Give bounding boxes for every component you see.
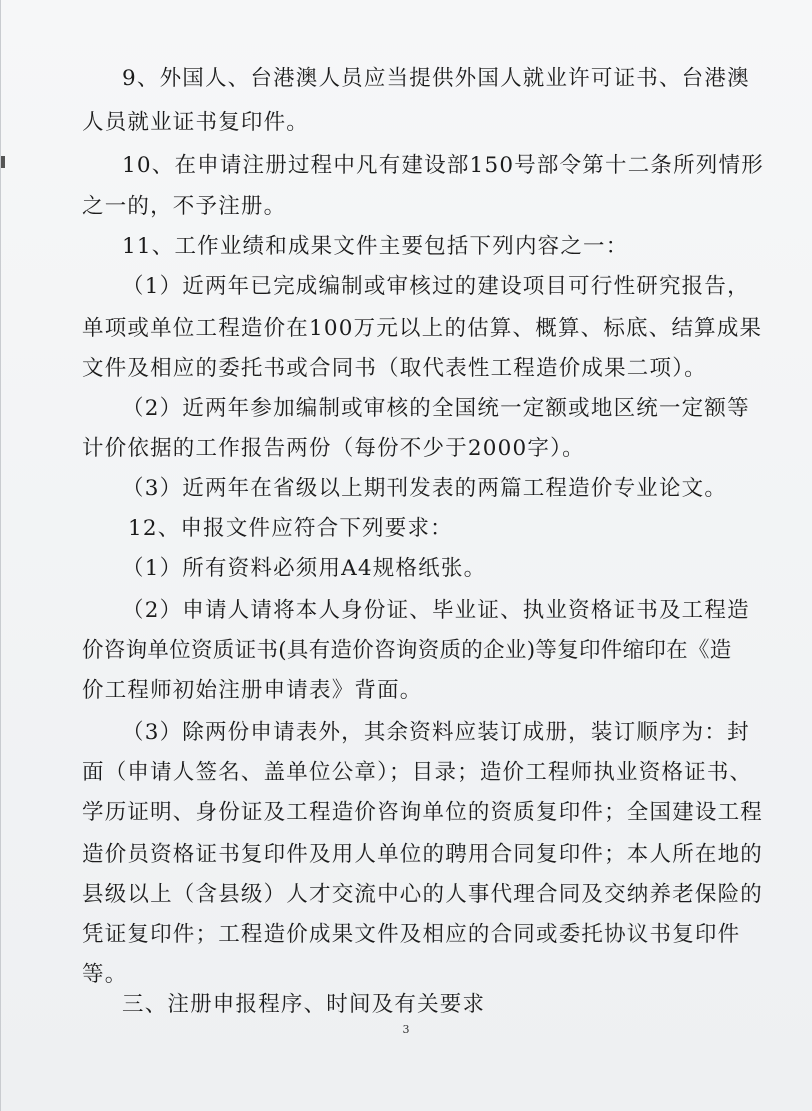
text-line: 9、外国人、台港澳人员应当提供外国人就业许可证书、台港澳 — [122, 66, 750, 91]
text-line: 12、申报文件应符合下列要求： — [128, 516, 453, 541]
text-line: 11、工作业绩和成果文件主要包括下列内容之一： — [122, 234, 629, 259]
text-line: 10、在申请注册过程中凡有建设部150号部令第十二条所列情形 — [122, 153, 764, 178]
text-line: 人员就业证书复印件。 — [82, 110, 310, 135]
text-line: （2）申请人请将本人身份证、毕业证、执业资格证书及工程造 — [122, 598, 750, 623]
text-line: 学历证明、身份证及工程造价咨询单位的资质复印件；全国建设工程 — [82, 800, 764, 825]
text-line: 凭证复印件；工程造价成果文件及相应的合同或委托协议书复印件 — [82, 922, 741, 947]
text-line: 造价员资格证书复印件及用人单位的聘用合同复印件；本人所在地的 — [82, 842, 764, 867]
text-line: 计价依据的工作报告两份（每份不少于2000字）。 — [82, 436, 585, 461]
text-line: 价工程师初始注册申请表》背面。 — [82, 678, 423, 703]
text-line: （3）近两年在省级以上期刊发表的两篇工程造价专业论文。 — [122, 476, 728, 501]
section-heading: 三、注册申报程序、时间及有关要求 — [122, 992, 486, 1017]
text-line: （2）近两年参加编制或审核的全国统一定额或地区统一定额等 — [122, 396, 750, 421]
text-line: 价咨询单位资质证书(具有造价咨询资质的企业)等复印件缩印在《造 — [82, 638, 732, 663]
text-line: 县级以上（含县级）人才交流中心的人事代理合同及交纳养老保险的 — [82, 882, 764, 907]
text-line: （1）近两年已完成编制或审核过的建设项目可行性研究报告， — [122, 274, 750, 299]
text-line: 等。 — [82, 962, 128, 987]
text-line: （3）除两份申请表外，其余资料应装订成册，装订顺序为：封 — [122, 720, 750, 745]
text-line: （1）所有资料必须用A4规格纸张。 — [122, 556, 487, 581]
text-line: 文件及相应的委托书或合同书（取代表性工程造价成果二项）。 — [82, 356, 707, 381]
scan-mark — [1, 156, 5, 168]
text-line: 单项或单位工程造价在100万元以上的估算、概算、标底、结算成果 — [82, 316, 763, 341]
text-line: 面（申请人签名、盖单位公章）；目录；造价工程师执业资格证书、 — [82, 760, 753, 785]
text-line: 之一的，不予注册。 — [82, 194, 287, 219]
page-number: 3 — [402, 1023, 410, 1036]
